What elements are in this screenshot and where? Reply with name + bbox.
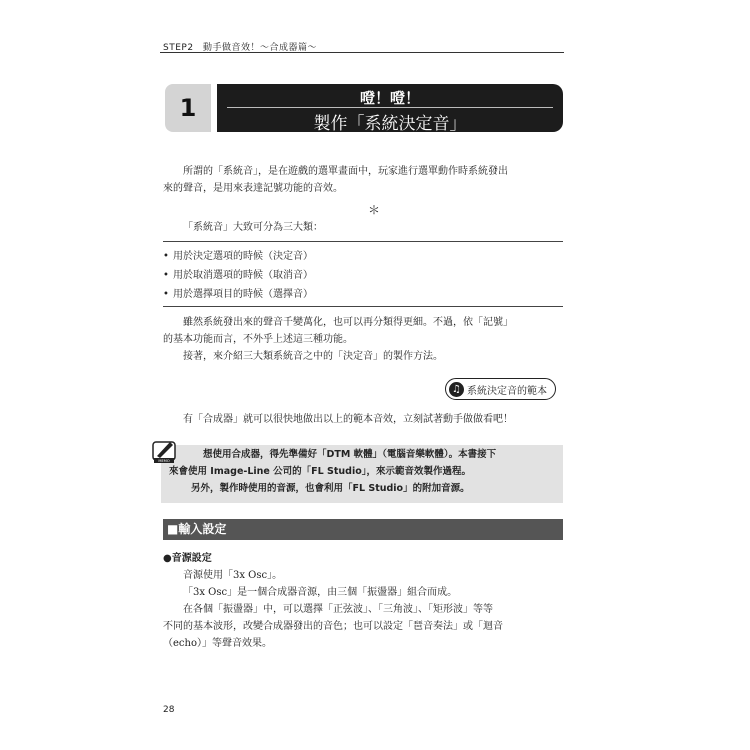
memo-pencil-icon <box>152 436 176 464</box>
detail-paragraph: 雖然系統發出來的聲音千變萬化，也可以再分類得更細。不過，依「記號」 的基本功能而言，不外乎上述這三種功能。 接著，來介紹三大類系統音之中的「決定音」的製作方法。 <box>163 317 513 362</box>
memo-box: 想使用合成器，得先準備好「DTM 軟體」（電腦音樂軟體）。本書接下 來會使用 Image-Line 公司的「FL Studio」，來示範音效製作過程。 另外，製作時使用的音源，也會利用「FL Studio」的附加音源。 <box>161 445 563 503</box>
sample-sound-label: 系統決定音的範本 <box>467 385 547 397</box>
music-note-icon: ♫ <box>449 382 464 397</box>
try-it-paragraph: 有「合成器」就可以很快地做出以上的範本音效，立刻試著動手做做看吧！ <box>183 414 513 425</box>
section-title-sfx: 噔！噔！ <box>359 89 420 107</box>
category-intro: 「系統音」大致可分為三大類： <box>183 222 323 233</box>
page-number: 28 <box>163 705 175 715</box>
svg-text:MEMO: MEMO <box>158 459 170 464</box>
list-item: • 用於選擇項目的時候（選擇音） <box>163 289 313 300</box>
category-list <box>163 247 313 304</box>
header-rule <box>160 52 564 53</box>
section-title: 製作「系統決定音」 <box>313 114 467 134</box>
asterism: ＊ <box>368 203 381 217</box>
sound-source-paragraph: 音源使用「3x Osc」。 「3x Osc」是一個合成器音源，由三個「振盪器」組合而成。 在各個「振盪器」中，可以選擇「正弦波」、「三角波」、「矩形波」等等 不同的基本波形，改變合成器發出的音色；也可以設定「琶音奏法」或「迴音 （echo）」等聲音效果。 <box>163 570 503 649</box>
sound-source-heading: ●音源設定 <box>163 553 212 564</box>
list-bottom-rule <box>163 306 563 307</box>
list-item: • 用於取消選項的時候（取消音） <box>163 270 313 281</box>
sample-sound-badge[interactable] <box>445 378 556 400</box>
list-top-rule <box>163 241 563 242</box>
section-number: 1 <box>165 84 211 132</box>
list-item: • 用於決定選項的時候（決定音） <box>163 251 313 262</box>
section-title-box <box>217 84 563 132</box>
intro-paragraph: 所謂的「系統音」，是在遊戲的選單畫面中，玩家進行選單動作時系統發出 來的聲音，是用來表達記號功能的音效。 <box>163 166 508 194</box>
running-header: STEP2 動手做音效！～合成器篇～ <box>163 43 318 53</box>
input-settings-header: ■輸入設定 <box>163 519 563 540</box>
